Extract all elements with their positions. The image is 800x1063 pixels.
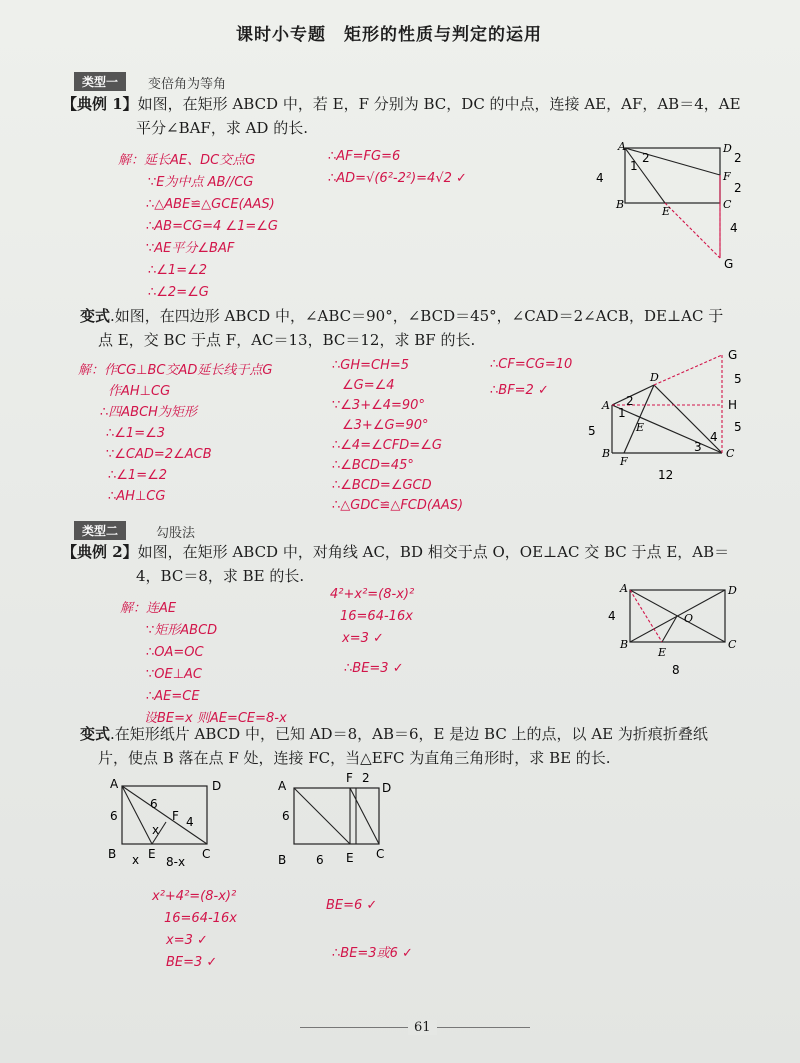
- page-number: 61: [408, 1020, 437, 1035]
- var2-f2-rect: [294, 788, 379, 844]
- type1-name: 变倍角为等角: [148, 77, 227, 92]
- var1-problem-line1: [80, 306, 723, 326]
- ex2-label-E: E: [658, 646, 667, 659]
- var1-sol-line: ∴△GDC≌△FCD(AAS): [332, 498, 464, 513]
- var2-sol-line: BE=3 ✓: [166, 955, 218, 970]
- var2-sol-line: ∴BE=3或6 ✓: [332, 946, 413, 961]
- ex2-solution-right: [330, 584, 414, 680]
- ex2-side-8: 8: [672, 663, 680, 677]
- ex1-side-2a: 2: [734, 151, 742, 165]
- var2-f2-label-F: F: [346, 771, 353, 785]
- var1-sol-line: ∴GH=CH=5: [332, 358, 410, 373]
- ex2-label-D: D: [728, 584, 737, 597]
- var2-text1: .在矩形纸片 ABCD 中，已知 AD＝8，AB＝6，E 是边 BC 上的点，以 AE 为折痕折叠纸: [110, 725, 708, 743]
- ex1-problem-line2: 平分∠BAF，求 AD 的长.: [136, 119, 308, 137]
- ex2-sol-line: 解：连AE: [120, 601, 177, 616]
- var1-sol-line: ∵∠CAD=2∠ACB: [106, 447, 212, 462]
- var2-problem-line1: [80, 724, 708, 744]
- var1-label: 变式: [80, 307, 111, 325]
- var2-f1-x1: x: [132, 853, 140, 867]
- ex2-label-C: C: [728, 638, 737, 651]
- type2-tag: 类型二: [74, 521, 126, 540]
- var1-label-F: F: [620, 455, 628, 468]
- ex2-figure: [598, 580, 758, 680]
- var1-side-5a: 5: [734, 372, 742, 386]
- ex1-label: 【典例 1】: [62, 95, 138, 113]
- var2-f1-side-4: 4: [186, 815, 194, 829]
- var1-angle-4: 4: [710, 430, 718, 444]
- ex1-text1: 如图，在矩形 ABCD 中，若 E，F 分别为 BC，DC 的中点，连接 AE，AF，AB＝4，AE: [137, 95, 741, 113]
- var2-label: 变式: [80, 725, 111, 743]
- var2-f2-side-2: 2: [362, 771, 370, 785]
- ex1-label-E: E: [662, 205, 671, 218]
- var1-sol-line: ∴∠1=∠3: [106, 426, 166, 441]
- var2-f1-x2: x: [152, 823, 160, 837]
- ex1-sol-line: ∴∠2=∠G: [148, 285, 209, 300]
- var2-f1-diag: [122, 786, 207, 844]
- var1-solution-left: [78, 360, 272, 507]
- ex1-label-G: G: [724, 257, 734, 271]
- var2-f1-label-F: F: [172, 809, 179, 823]
- ex1-sol-line: ∴AD=√(6²-2²)=4√2 ✓: [328, 171, 467, 186]
- var1-sol-line: ∵∠3+∠4=90°: [332, 398, 425, 413]
- ex1-sol-line: ∵E为中点 AB//CG: [148, 175, 254, 190]
- var1-sol-line: ∴∠BCD=∠GCD: [332, 478, 432, 493]
- ex1-label-D: D: [723, 142, 732, 155]
- var1-line-ac: [612, 405, 722, 453]
- var2-f2-label-C: C: [376, 847, 385, 861]
- ex2-label-O: O: [684, 612, 694, 625]
- var1-label-D: D: [650, 371, 659, 384]
- var1-side-5c: 5: [588, 424, 596, 438]
- type1-tag: 类型一: [74, 72, 126, 91]
- ex1-ext-eg: [665, 203, 720, 258]
- var1-problem-line2: 点 E，交 BC 于点 F，AC＝13，BC＝12，求 BF 的长.: [98, 331, 476, 349]
- ex2-problem-line2: 4，BC＝8，求 BE 的长.: [136, 567, 305, 585]
- ex2-sol-line: ∴AE=CE: [146, 689, 200, 704]
- ex1-sol-line: ∴∠1=∠2: [148, 263, 208, 278]
- ex1-side-4b: 4: [730, 221, 738, 235]
- ex1-angle-2: 2: [642, 151, 650, 165]
- var2-f2-label-A: A: [278, 779, 287, 793]
- var1-label-G: G: [728, 348, 738, 362]
- ex2-label: 【典例 2】: [62, 543, 138, 561]
- ex1-solution-left: [118, 150, 328, 304]
- var1-label-E: E: [636, 421, 645, 434]
- ex1-rect: [625, 148, 720, 203]
- var2-f2-label-D: D: [382, 781, 392, 795]
- var1-sol-line: ∴∠4=∠CFD=∠G: [332, 438, 442, 453]
- page-title: 课时小专题 矩形的性质与判定的运用: [236, 25, 542, 45]
- var1-angle-2: 2: [626, 394, 634, 408]
- ex2-sol-line: ∴OA=OC: [146, 645, 204, 660]
- var1-label-C: C: [726, 447, 735, 460]
- var2-f1-label-C: C: [202, 847, 211, 861]
- ex2-sol-line: ∵OE⊥AC: [146, 667, 203, 682]
- var1-sol-line: ∴AH⊥CG: [108, 489, 166, 504]
- var1-solution-mid: [332, 356, 463, 516]
- ex1-side-2b: 2: [734, 181, 742, 195]
- ex2-solution-left: [120, 598, 287, 730]
- var1-sol-line: ∴四ABCH为矩形: [100, 405, 197, 420]
- ex1-line-af: [625, 148, 720, 175]
- var2-f2-label-B: B: [278, 853, 287, 867]
- var2-f1-label-D: D: [212, 779, 222, 793]
- ex1-sol-line: ∴AB=CG=4 ∠1=∠G: [146, 219, 278, 234]
- ex2-sol-line: 设BE=x 则AE=CE=8-x: [144, 711, 287, 726]
- var1-label-B: B: [602, 447, 611, 460]
- var2-f2-side-6b: 6: [316, 853, 324, 867]
- var2-sol-line: BE=6 ✓: [326, 898, 378, 913]
- ex2-sol-line: 4²+x²=(8-x)²: [330, 587, 415, 602]
- ex1-label-F: F: [723, 170, 731, 183]
- var1-sol-line: ∴CF=CG=10: [490, 357, 573, 372]
- var1-ext-dg: [654, 355, 722, 385]
- var2-f2-label-E: E: [346, 851, 354, 865]
- var2-f1-side-6b: 6: [150, 797, 158, 811]
- var2-problem-line2: 片，使点 B 落在点 F 处，连接 FC，当△EFC 为直角三角形时，求 BE 的长.: [98, 749, 611, 767]
- var2-sol-line: 16=64-16x: [164, 911, 237, 926]
- var2-figure2: [270, 772, 410, 872]
- var2-sol-line: x²+4²=(8-x)²: [152, 889, 237, 904]
- var1-figure: [582, 345, 762, 485]
- ex1-label-A: A: [618, 140, 626, 153]
- var2-solution-left: [152, 886, 237, 974]
- var1-text1: .如图，在四边形 ABCD 中，∠ABC＝90°，∠BCD＝45°，∠CAD＝2∠ACB，DE⊥AC 于: [110, 307, 724, 325]
- var2-f1-label-E: E: [148, 847, 156, 861]
- ex2-side-4: 4: [608, 609, 616, 623]
- ex1-label-C: C: [723, 198, 732, 211]
- type2-name: 勾股法: [156, 526, 196, 541]
- ex2-sol-line: ∵矩形ABCD: [146, 623, 218, 638]
- ex2-label-A: A: [620, 582, 628, 595]
- var1-side-12: 12: [658, 468, 674, 482]
- var1-angle-1: 1: [618, 406, 626, 420]
- ex1-sol-line: 解：延长AE、DC交点G: [118, 153, 256, 168]
- ex2-sol-line: ∴BE=3 ✓: [344, 661, 404, 676]
- var1-solution-right: [490, 352, 572, 404]
- var1-label-A: A: [602, 399, 610, 412]
- ex1-sol-line: ∵AE平分∠BAF: [146, 241, 235, 256]
- var2-solution-right: [326, 882, 413, 978]
- ex1-angle-1: 1: [630, 159, 638, 173]
- ex2-line-ae: [630, 590, 662, 642]
- var2-f1-label-B: B: [108, 847, 117, 861]
- var1-sol-line: 作AH⊥CG: [108, 384, 171, 399]
- ex2-problem-line1: [62, 542, 729, 562]
- var1-label-H: H: [728, 398, 738, 412]
- var2-f1-fold: [122, 786, 152, 844]
- var1-sol-line: ∴∠1=∠2: [108, 468, 168, 483]
- ex2-sol-line: 16=64-16x: [340, 609, 413, 624]
- ex2-sol-line: x=3 ✓: [342, 631, 384, 646]
- var1-side-5b: 5: [734, 420, 742, 434]
- ex2-label-B: B: [620, 638, 629, 651]
- var2-f1-label-A: A: [110, 777, 119, 791]
- var1-angle-3: 3: [694, 440, 702, 454]
- ex1-sol-line: ∴AF=FG=6: [328, 149, 401, 164]
- var1-sol-line: 解：作CG⊥BC交AD延长线于点G: [78, 363, 273, 378]
- var1-sol-line: ∴BF=2 ✓: [490, 383, 549, 398]
- var2-f2-fc: [350, 788, 379, 844]
- var1-sol-line: ∠3+∠G=90°: [342, 418, 429, 433]
- var2-f1-8-x: 8-x: [166, 855, 186, 869]
- var2-f1-side-6a: 6: [110, 809, 118, 823]
- ex1-label-B: B: [616, 198, 625, 211]
- var2-f2-ae: [294, 788, 350, 844]
- var1-sol-line: ∴∠BCD=45°: [332, 458, 414, 473]
- ex1-sol-line: ∴△ABE≌△GCE(AAS): [146, 197, 275, 212]
- ex1-figure: [590, 140, 750, 275]
- ex2-text1: 如图，在矩形 ABCD 中，对角线 AC，BD 相交于点 O，OE⊥AC 交 BC 于点 E，AB＝: [137, 543, 730, 561]
- var2-sol-line: x=3 ✓: [166, 933, 208, 948]
- var1-sol-line: ∠G=∠4: [342, 378, 395, 393]
- var2-figure1: [100, 772, 240, 872]
- var2-f2-side-6: 6: [282, 809, 290, 823]
- ex1-side-4: 4: [596, 171, 604, 185]
- ex1-problem-line1: [62, 94, 741, 114]
- ex1-solution-right: [328, 146, 467, 190]
